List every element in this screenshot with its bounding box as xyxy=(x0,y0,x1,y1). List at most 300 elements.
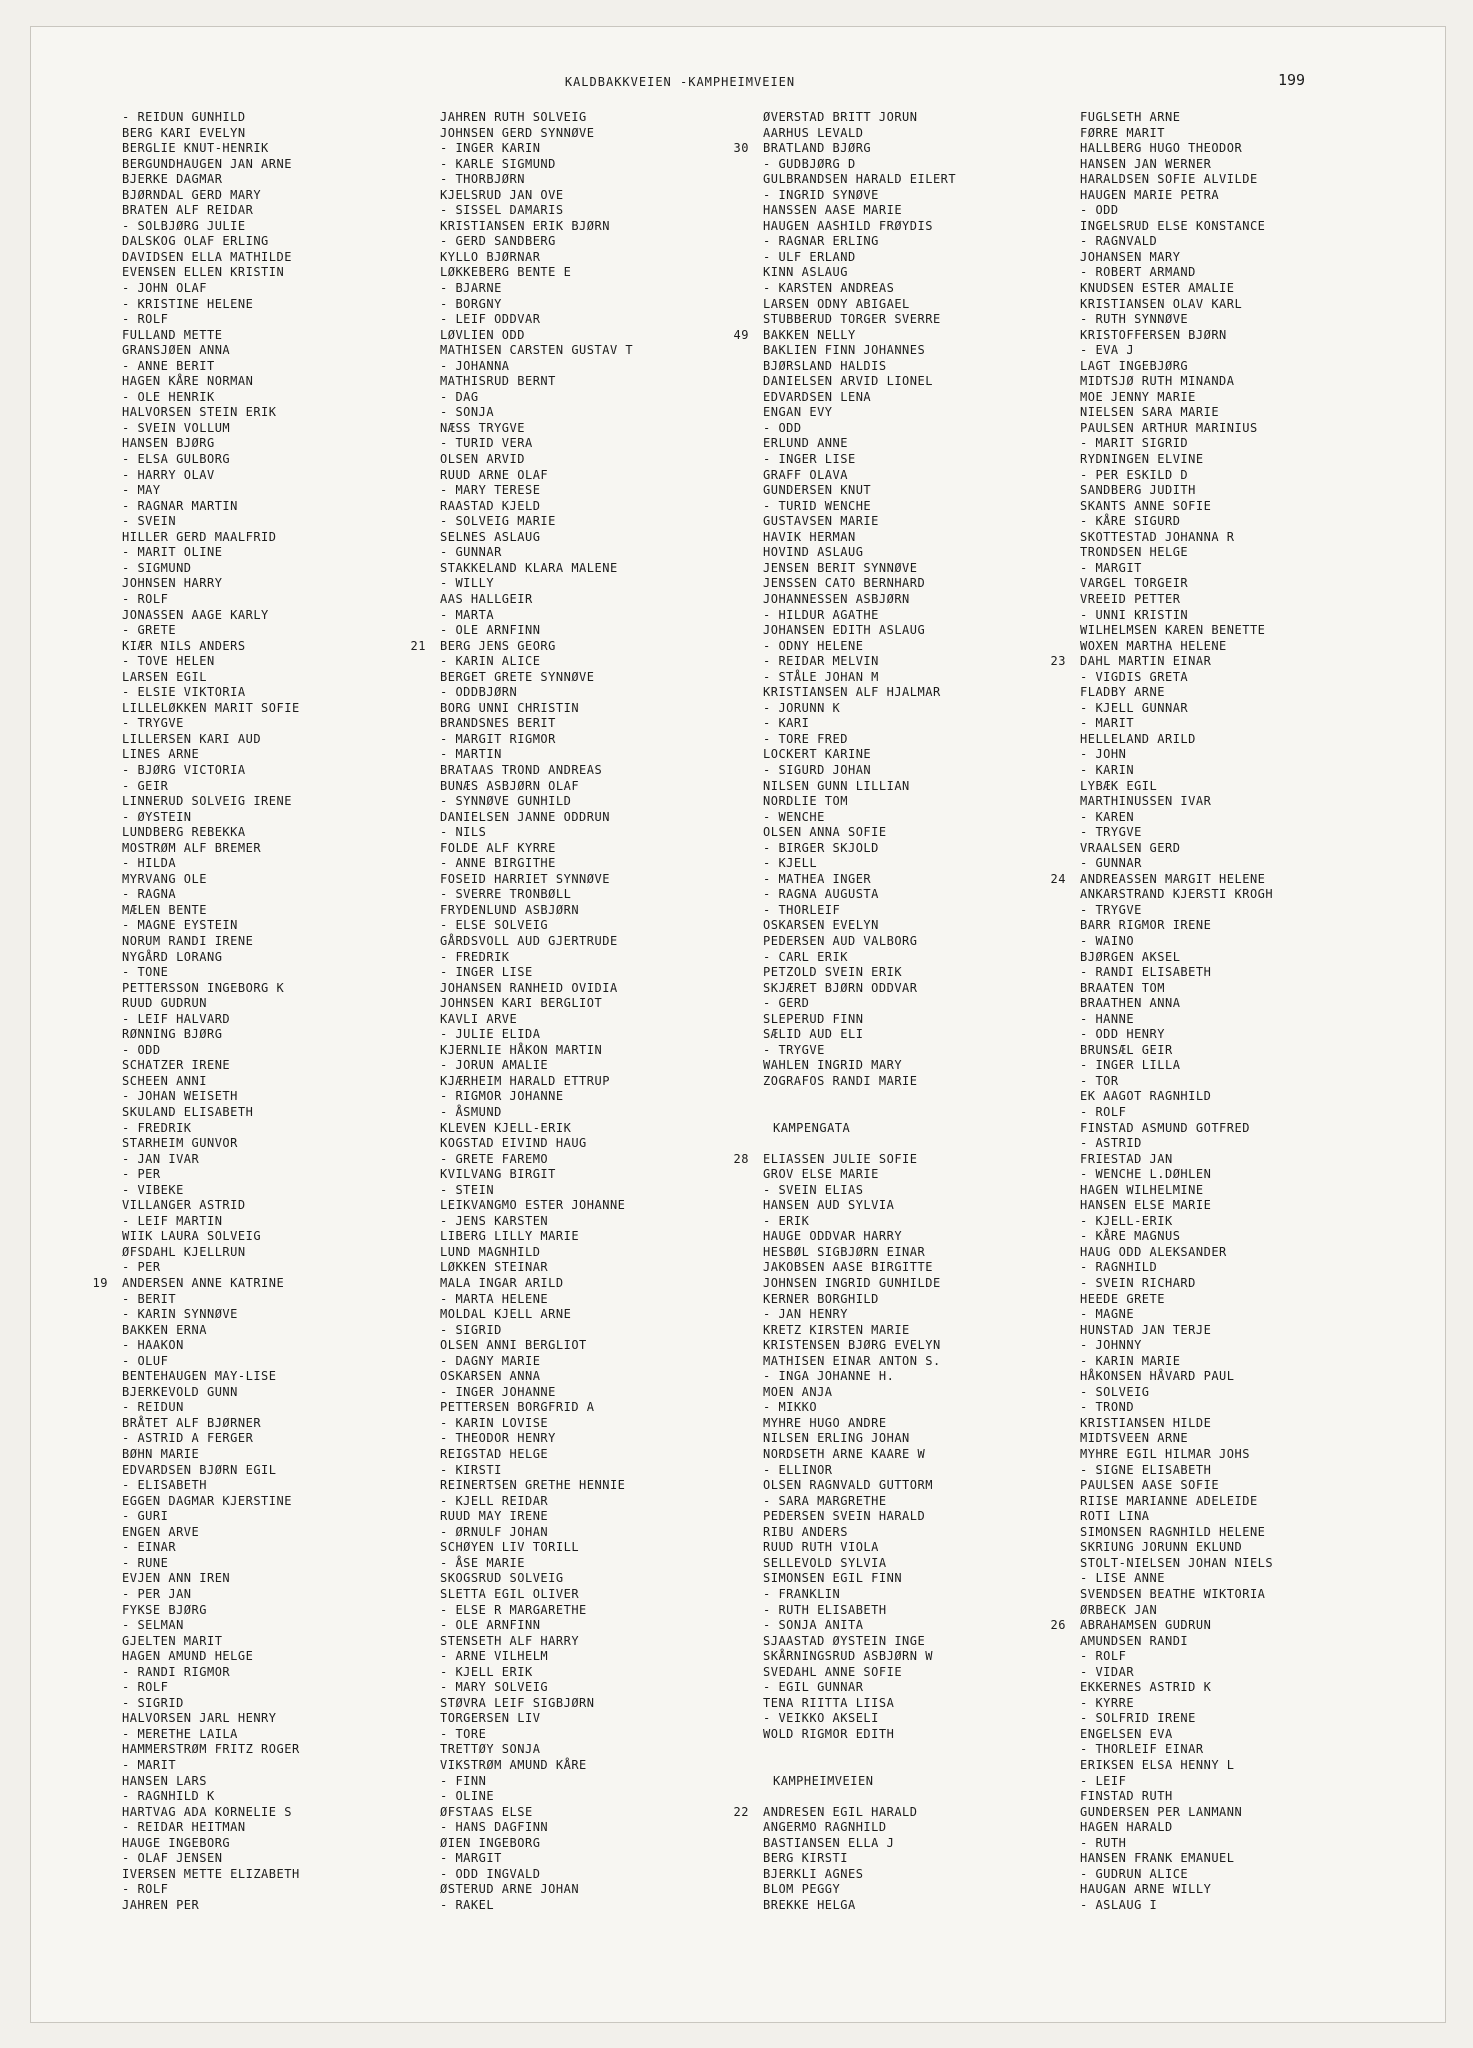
directory-entry xyxy=(440,1027,633,1043)
resident-name: HANSEN BJØRG xyxy=(122,436,215,451)
directory-entry xyxy=(1080,405,1273,421)
directory-entry xyxy=(763,841,956,857)
directory-entry xyxy=(763,452,956,468)
resident-name: EVJEN ANN IREN xyxy=(122,1571,231,1586)
directory-entry xyxy=(122,126,300,142)
directory-entry xyxy=(1080,1012,1273,1028)
directory-entry xyxy=(1080,1556,1273,1572)
resident-name: - ROBERT ARMAND xyxy=(1080,265,1196,280)
resident-name: GUSTAVSEN MARIE xyxy=(763,514,879,529)
directory-entry xyxy=(122,499,300,515)
resident-name: RUUD GUDRUN xyxy=(122,996,207,1011)
directory-entry xyxy=(440,1805,633,1821)
resident-name: - ELLINOR xyxy=(763,1462,833,1477)
directory-entry xyxy=(122,1307,300,1323)
directory-entry xyxy=(440,359,633,375)
directory-entry xyxy=(440,157,633,173)
directory-entry xyxy=(1080,514,1273,530)
directory-entry xyxy=(733,1804,956,1821)
resident-name: ERLUND ANNE xyxy=(763,436,848,451)
resident-name: PETTERSSON INGEBORG K xyxy=(122,980,285,995)
resident-name: - ELSIE VIKTORIA xyxy=(122,685,246,700)
directory-entry xyxy=(763,981,956,997)
directory-entry xyxy=(1080,1525,1273,1541)
resident-name: STENSETH ALF HARRY xyxy=(440,1633,580,1648)
house-number: 19 xyxy=(92,1276,108,1291)
directory-entry xyxy=(1080,1447,1273,1463)
resident-name: ØSTERUD ARNE JOHAN xyxy=(440,1882,580,1897)
resident-name: SIMONSEN EGIL FINN xyxy=(763,1571,903,1586)
directory-entry xyxy=(122,530,300,546)
directory-entry xyxy=(1080,312,1273,328)
directory-entry xyxy=(1080,1338,1273,1354)
resident-name: - HILDUR AGATHE xyxy=(763,607,879,622)
directory-entry xyxy=(122,1260,300,1276)
directory-entry xyxy=(1080,623,1273,639)
resident-name: RUUD MAY IRENE xyxy=(440,1509,549,1524)
directory-entry xyxy=(1080,1167,1273,1183)
directory-entry xyxy=(1080,1354,1273,1370)
resident-name: - JULIE ELIDA xyxy=(440,1027,541,1042)
resident-name: BJERKEVOLD GUNN xyxy=(122,1384,238,1399)
directory-entry xyxy=(1080,545,1273,561)
directory-entry xyxy=(763,265,956,281)
resident-name: RYDNINGEN ELVINE xyxy=(1080,452,1204,467)
resident-name: - PER ESKILD D xyxy=(1080,467,1189,482)
resident-name: - KYRRE xyxy=(1080,1695,1135,1710)
resident-name: - PER JAN xyxy=(122,1586,192,1601)
resident-name: HANSEN LARS xyxy=(122,1773,207,1788)
directory-entry xyxy=(763,1525,956,1541)
directory-entry xyxy=(122,918,300,934)
directory-entry xyxy=(1080,716,1273,732)
directory-entry xyxy=(1080,250,1273,266)
resident-name: - KAREN xyxy=(1080,809,1135,824)
directory-entry xyxy=(763,421,956,437)
directory-entry xyxy=(763,1680,956,1696)
directory-entry xyxy=(440,328,633,344)
directory-entry xyxy=(122,343,300,359)
resident-name: HAMMERSTRØM FRITZ ROGER xyxy=(122,1742,300,1757)
resident-name: KRETZ KIRSTEN MARIE xyxy=(763,1322,910,1337)
directory-entry xyxy=(440,825,633,841)
directory-entry xyxy=(122,1478,300,1494)
directory-entry xyxy=(440,514,633,530)
resident-name: EDVARDSEN LENA xyxy=(763,389,872,404)
resident-name: BJØRSLAND HALDIS xyxy=(763,358,887,373)
directory-column-2 xyxy=(410,110,634,1913)
resident-name: - UNNI KRISTIN xyxy=(1080,607,1189,622)
resident-name: SKULAND ELISABETH xyxy=(122,1105,254,1119)
resident-name: - KARIN SYNNØVE xyxy=(122,1307,238,1322)
directory-entry xyxy=(1080,1431,1273,1447)
resident-name: - FINN xyxy=(440,1773,487,1788)
resident-name: TENA RIITTA LIISA xyxy=(763,1695,895,1710)
resident-name: - TROND xyxy=(1080,1400,1135,1415)
directory-entry xyxy=(763,1400,956,1416)
directory-entry xyxy=(763,359,956,375)
directory-entry xyxy=(763,343,956,359)
resident-name: ØFSTAAS ELSE xyxy=(440,1804,533,1819)
resident-name: - TRYGVE xyxy=(1080,902,1142,917)
directory-entry xyxy=(763,965,956,981)
directory-entry xyxy=(122,1898,300,1914)
resident-name: - GERD SANDBERG xyxy=(440,234,556,249)
resident-name: - MARIT xyxy=(1080,716,1135,731)
directory-entry xyxy=(122,1711,300,1727)
directory-entry xyxy=(440,436,633,452)
directory-entry xyxy=(1080,639,1273,655)
directory-entry xyxy=(763,903,956,919)
directory-entry xyxy=(763,405,956,421)
resident-name: KNUDSEN ESTER AMALIE xyxy=(1080,281,1235,296)
resident-name: FULLAND METTE xyxy=(122,327,223,342)
resident-name: WAHLEN INGRID MARY xyxy=(763,1058,903,1073)
directory-entry xyxy=(1080,1198,1273,1214)
resident-name: BERG JENS GEORG xyxy=(440,638,556,653)
directory-entry xyxy=(440,1354,633,1370)
resident-name: - LEIF ODDVAR xyxy=(440,312,541,327)
directory-entry xyxy=(122,654,300,670)
directory-entry xyxy=(122,1385,300,1401)
resident-name: - INGER LISE xyxy=(440,965,533,980)
resident-name: SVEDAHL ANNE SOFIE xyxy=(763,1664,903,1679)
resident-name: HALVORSEN STEIN ERIK xyxy=(122,405,277,420)
directory-entry xyxy=(1080,592,1273,608)
directory-entry xyxy=(92,1276,300,1292)
directory-entry xyxy=(122,405,300,421)
directory-entry xyxy=(122,110,300,126)
directory-entry xyxy=(1080,483,1273,499)
directory-entry xyxy=(440,1851,633,1867)
directory-entry xyxy=(440,872,633,888)
directory-entry xyxy=(122,779,300,795)
directory-entry xyxy=(763,1898,956,1914)
directory-entry xyxy=(440,965,633,981)
directory-entry xyxy=(763,1416,956,1432)
directory-entry xyxy=(763,126,956,142)
directory-entry xyxy=(122,514,300,530)
directory-entry xyxy=(1080,452,1273,468)
resident-name: KJELSRUD JAN OVE xyxy=(440,187,564,202)
resident-name: VREEID PETTER xyxy=(1080,591,1181,606)
directory-entry xyxy=(763,1354,956,1370)
resident-name: - RANDI ELISABETH xyxy=(1080,965,1212,980)
directory-entry xyxy=(1080,670,1273,686)
resident-name: - JOHAN WEISETH xyxy=(122,1089,238,1104)
directory-entry xyxy=(763,1882,956,1898)
resident-name: HANSSEN AASE MARIE xyxy=(763,203,903,218)
resident-name: - GRETE xyxy=(122,623,177,638)
resident-name: KAVLI ARVE xyxy=(440,1011,518,1026)
resident-name: HAUG ODD ALEKSANDER xyxy=(1080,1244,1227,1259)
directory-entry xyxy=(1080,1867,1273,1883)
resident-name: - KARLE SIGMUND xyxy=(440,156,556,171)
resident-name: STUBBERUD TORGER SVERRE xyxy=(763,312,941,327)
directory-entry xyxy=(1080,1463,1273,1479)
resident-name: - INGER LISE xyxy=(763,452,856,467)
resident-name: - CARL ERIK xyxy=(763,949,848,964)
resident-name: HAUGE ODDVAR HARRY xyxy=(763,1229,903,1244)
directory-entry xyxy=(440,1556,633,1572)
street-heading xyxy=(763,1121,956,1137)
directory-entry xyxy=(440,810,633,826)
resident-name: - GURI xyxy=(122,1509,169,1524)
resident-name: SELLEVOLD SYLVIA xyxy=(763,1555,887,1570)
resident-name: - RAGNAR ERLING xyxy=(763,234,879,249)
resident-name: BENTEHAUGEN MAY-LISE xyxy=(122,1369,277,1384)
resident-name: - KARIN ALICE xyxy=(440,654,541,669)
directory-entry xyxy=(122,390,300,406)
resident-name: - MARIT SIGRID xyxy=(1080,436,1189,451)
directory-entry xyxy=(763,1463,956,1479)
resident-name: VRAALSEN GERD xyxy=(1080,840,1181,855)
directory-entry xyxy=(763,608,956,624)
resident-name: - THORLEIF xyxy=(763,902,841,917)
directory-entry xyxy=(440,1634,633,1650)
resident-name: EDVARDSEN BJØRN EGIL xyxy=(122,1462,277,1477)
resident-name: - ØYSTEIN xyxy=(122,809,192,824)
directory-entry xyxy=(1080,1758,1273,1774)
resident-name: - MARIT OLINE xyxy=(122,545,223,560)
resident-name: - TRYGVE xyxy=(763,1042,825,1057)
resident-name: - SOLVEIG xyxy=(1080,1384,1150,1399)
resident-name: LØKKEBERG BENTE E xyxy=(440,265,572,280)
page-number: 199 xyxy=(1278,71,1306,89)
resident-name: - JENS KARSTEN xyxy=(440,1213,549,1228)
directory-entry xyxy=(1080,297,1273,313)
resident-name: - SIGRID xyxy=(440,1322,502,1337)
directory-entry xyxy=(440,747,633,763)
resident-name: ERIKSEN ELSA HENNY L xyxy=(1080,1757,1235,1772)
resident-name: HILLER GERD MAALFRID xyxy=(122,529,277,544)
resident-name: BUNÆS ASBJØRN OLAF xyxy=(440,778,580,793)
directory-entry xyxy=(763,950,956,966)
resident-name: BERGUNDHAUGEN JAN ARNE xyxy=(122,156,292,171)
directory-entry xyxy=(1080,1043,1273,1059)
directory-entry xyxy=(763,1634,956,1650)
resident-name: - TORE xyxy=(440,1726,487,1741)
resident-name: FOSEID HARRIET SYNNØVE xyxy=(440,871,610,886)
resident-name: - JOHN OLAF xyxy=(122,281,207,296)
directory-entry xyxy=(122,670,300,686)
resident-name: - ELSA GULBORG xyxy=(122,452,231,467)
resident-name: - THORBJØRN xyxy=(440,172,525,187)
directory-entry xyxy=(1080,732,1273,748)
resident-name: JOHANSEN EDITH ASLAUG xyxy=(763,623,926,638)
directory-entry xyxy=(440,1400,633,1416)
directory-entry xyxy=(1080,1416,1273,1432)
directory-entry xyxy=(122,1043,300,1059)
directory-entry xyxy=(733,327,956,344)
directory-entry xyxy=(1080,1214,1273,1230)
resident-name: BAKKEN NELLY xyxy=(763,327,856,342)
directory-entry xyxy=(763,110,956,126)
resident-name: - ODD xyxy=(763,420,802,435)
resident-name: ØIEN INGEBORG xyxy=(440,1835,541,1850)
directory-entry xyxy=(763,1338,956,1354)
resident-name: - RAGNA AUGUSTA xyxy=(763,887,879,902)
directory-entry xyxy=(440,701,633,717)
house-number: 23 xyxy=(1050,654,1066,669)
directory-entry xyxy=(122,623,300,639)
directory-entry xyxy=(440,1043,633,1059)
directory-entry xyxy=(1080,281,1273,297)
directory-entry xyxy=(440,1167,633,1183)
resident-name: NORDLIE TOM xyxy=(763,794,848,809)
resident-name: - VEIKKO AKSELI xyxy=(763,1711,879,1726)
resident-name: - VIDAR xyxy=(1080,1664,1135,1679)
directory-entry xyxy=(763,172,956,188)
directory-entry xyxy=(1080,1742,1273,1758)
directory-entry xyxy=(440,856,633,872)
resident-name: IVERSEN METTE ELIZABETH xyxy=(122,1866,300,1881)
directory-entry xyxy=(1080,172,1273,188)
directory-entry xyxy=(122,576,300,592)
resident-name: - HAAKON xyxy=(122,1338,184,1353)
directory-entry xyxy=(122,1774,300,1790)
resident-name: ABRAHAMSEN GUDRUN xyxy=(1080,1618,1212,1633)
resident-name: LARSEN ODNY ABIGAEL xyxy=(763,296,910,311)
house-number: 26 xyxy=(1050,1618,1066,1633)
directory-entry xyxy=(763,390,956,406)
resident-name: ENGEN ARVE xyxy=(122,1524,200,1539)
directory-entry xyxy=(763,1603,956,1619)
resident-name: - OLE ARNFINN xyxy=(440,623,541,638)
resident-name: JOHNSEN GERD SYNNØVE xyxy=(440,125,595,140)
resident-name: - MARTA HELENE xyxy=(440,1291,549,1306)
resident-name: - RAGNVALD xyxy=(1080,234,1158,249)
directory-entry xyxy=(1080,561,1273,577)
resident-name: MOLDAL KJELL ARNE xyxy=(440,1307,572,1322)
resident-name: - JORUNN K xyxy=(763,700,841,715)
resident-name: - TORE FRED xyxy=(763,731,848,746)
directory-entry xyxy=(1080,1696,1273,1712)
directory-entry xyxy=(122,1229,300,1245)
resident-name: - KARIN LOVISE xyxy=(440,1415,549,1430)
directory-entry xyxy=(763,1587,956,1603)
directory-entry xyxy=(122,1152,300,1168)
directory-entry xyxy=(440,1058,633,1074)
resident-name: KAMPHEIMVEIEN xyxy=(773,1773,874,1788)
directory-entry xyxy=(122,328,300,344)
resident-name: KLEVEN KJELL-ERIK xyxy=(440,1120,572,1135)
directory-entry xyxy=(440,1152,633,1168)
directory-entry xyxy=(763,1043,956,1059)
directory-entry xyxy=(1080,1540,1273,1556)
resident-name: - FREDRIK xyxy=(440,949,510,964)
directory-entry xyxy=(1080,1400,1273,1416)
directory-entry xyxy=(1080,1680,1273,1696)
resident-name: - SIGMUND xyxy=(122,560,192,575)
resident-name: - ÅSE MARIE xyxy=(440,1555,525,1570)
resident-name: - SVEIN VOLLUM xyxy=(122,420,231,435)
resident-name: SJAASTAD ØYSTEIN INGE xyxy=(763,1633,926,1648)
resident-name: - KARSTEN ANDREAS xyxy=(763,281,895,296)
resident-name: LARSEN EGIL xyxy=(122,669,207,684)
resident-name: - RAGNA xyxy=(122,887,177,902)
directory-entry xyxy=(122,281,300,297)
directory-entry xyxy=(763,732,956,748)
resident-name: PETTERSEN BORGFRID A xyxy=(440,1400,595,1415)
resident-name: HAUGE INGEBORG xyxy=(122,1835,231,1850)
directory-entry xyxy=(440,608,633,624)
resident-name: EGGEN DAGMAR KJERSTINE xyxy=(122,1493,292,1508)
resident-name: JENSSEN CATO BERNHARD xyxy=(763,576,926,591)
resident-name: - KARIN xyxy=(1080,762,1135,777)
directory-entry xyxy=(440,545,633,561)
resident-name: - WENCHE xyxy=(763,809,825,824)
directory-entry xyxy=(122,1820,300,1836)
resident-name: HÅKONSEN HÅVARD PAUL xyxy=(1080,1369,1235,1384)
resident-name: - STÅLE JOHAN M xyxy=(763,669,879,684)
resident-name: - SONJA xyxy=(440,405,495,420)
directory-entry xyxy=(122,545,300,561)
directory-entry xyxy=(763,1058,956,1074)
resident-name: LØVLIEN ODD xyxy=(440,327,525,342)
street-heading xyxy=(763,1774,956,1790)
directory-entry xyxy=(440,1338,633,1354)
resident-name: - ØRNULF JOHAN xyxy=(440,1524,549,1539)
resident-name: JENSEN BERIT SYNNØVE xyxy=(763,560,918,575)
resident-name: - KARI xyxy=(763,716,810,731)
house-number: 22 xyxy=(733,1804,749,1819)
directory-entry xyxy=(440,1307,633,1323)
resident-name: - PER xyxy=(122,1167,161,1182)
resident-name: KRISTIANSEN OLAV KARL xyxy=(1080,296,1243,311)
directory-entry xyxy=(122,856,300,872)
directory-entry xyxy=(763,794,956,810)
resident-name: - ROLF xyxy=(122,591,169,606)
resident-name: JOHANSEN RANHEID OVIDIA xyxy=(440,980,618,995)
resident-name: - RAGNAR MARTIN xyxy=(122,498,238,513)
directory-entry xyxy=(122,1214,300,1230)
resident-name: NORDSETH ARNE KAARE W xyxy=(763,1447,926,1462)
resident-name: - MAY xyxy=(122,483,161,498)
resident-name: JONASSEN AAGE KARLY xyxy=(122,607,269,622)
directory-entry xyxy=(440,1198,633,1214)
directory-entry xyxy=(440,1618,633,1634)
directory-entry xyxy=(440,234,633,250)
resident-name: - ODD INGVALD xyxy=(440,1866,541,1881)
resident-name: DAVIDSEN ELLA MATHILDE xyxy=(122,249,292,264)
resident-name: SKOGSRUD SOLVEIG xyxy=(440,1571,564,1586)
resident-name: - KÅRE SIGURD xyxy=(1080,514,1181,529)
resident-name: FUGLSETH ARNE xyxy=(1080,110,1181,124)
directory-entry xyxy=(122,188,300,204)
resident-name: DANIELSEN ARVID LIONEL xyxy=(763,374,933,389)
resident-name: - TOVE HELEN xyxy=(122,654,215,669)
directory-entry xyxy=(122,872,300,888)
resident-name: MARTHINUSSEN IVAR xyxy=(1080,794,1212,809)
directory-entry xyxy=(122,172,300,188)
resident-name: HAGEN KÅRE NORMAN xyxy=(122,374,254,389)
resident-name: - RAGNHILD xyxy=(1080,1260,1158,1275)
resident-name: SCHEEN ANNI xyxy=(122,1073,207,1088)
resident-name: OSKARSEN EVELYN xyxy=(763,918,879,933)
resident-name: - MARGIT xyxy=(440,1851,502,1866)
directory-entry xyxy=(763,157,956,173)
resident-name: BRAATEN TOM xyxy=(1080,980,1165,995)
directory-entry xyxy=(122,1587,300,1603)
directory-entry xyxy=(122,1431,300,1447)
resident-name: JOHNSEN KARI BERGLIOT xyxy=(440,996,603,1011)
directory-entry xyxy=(1080,996,1273,1012)
resident-name: ANDREASSEN MARGIT HELENE xyxy=(1080,871,1266,886)
resident-name: - SOLFRID IRENE xyxy=(1080,1711,1196,1726)
resident-name: AMUNDSEN RANDI xyxy=(1080,1633,1189,1648)
directory-entry xyxy=(440,1680,633,1696)
